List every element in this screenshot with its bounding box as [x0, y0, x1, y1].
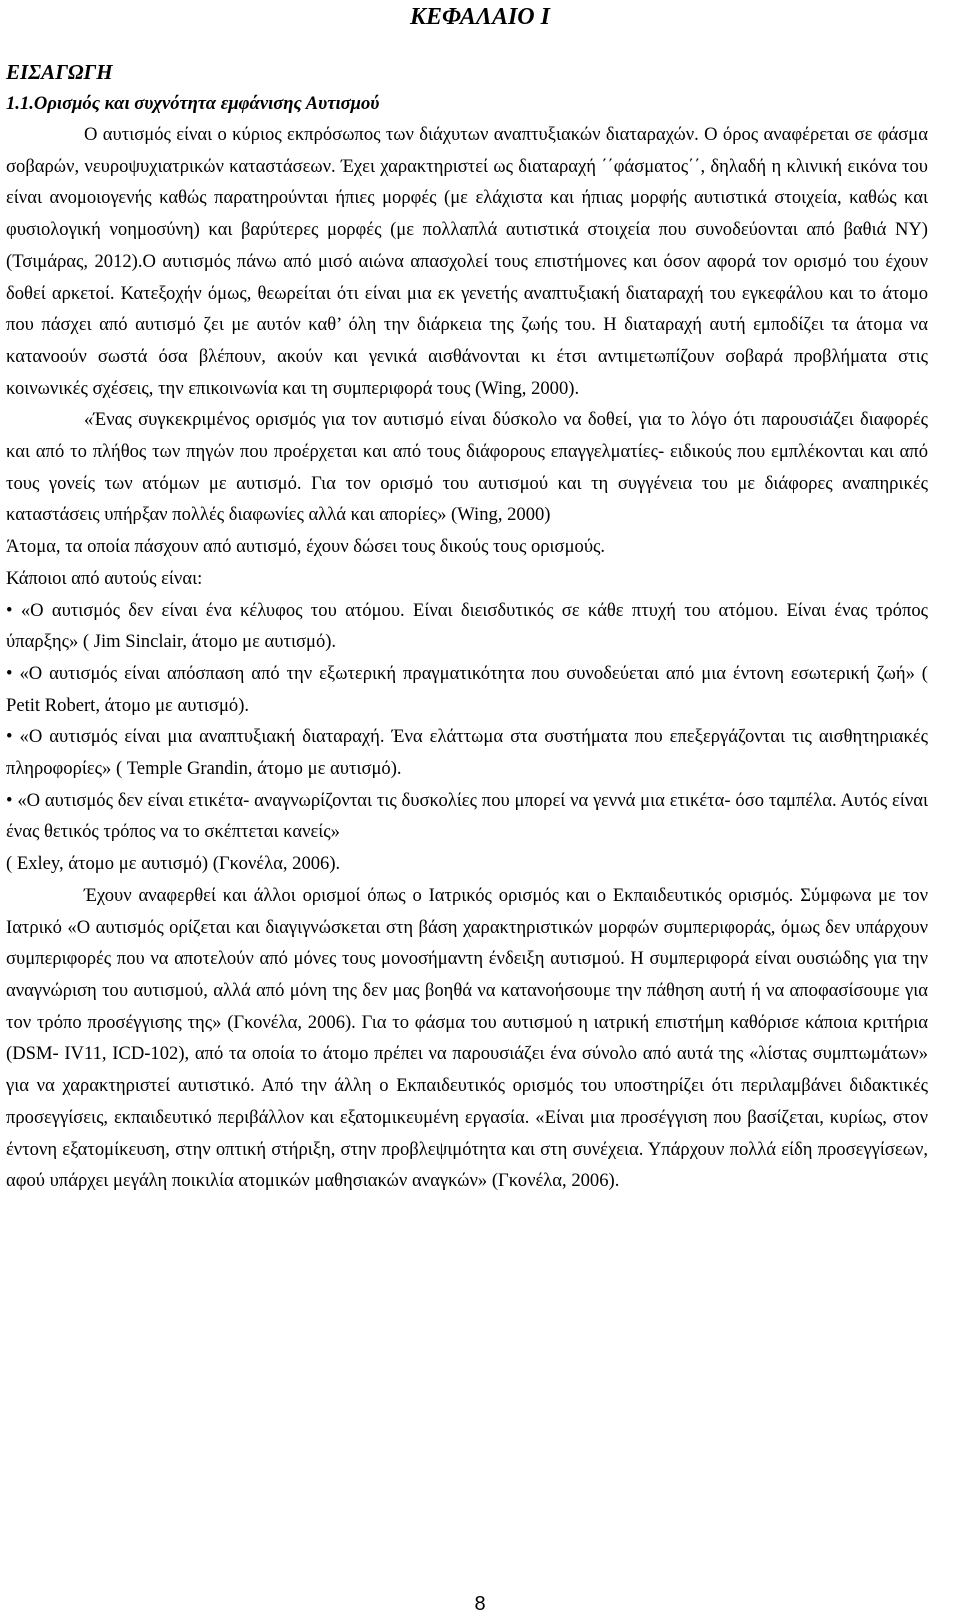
bullet-item: • «Ο αυτισμός δεν είναι ένα κέλυφος του ατόμου. Είναι διεισδυτικός σε κάθε πτυχή του ατόμου. Είναι ένας τρόπος ύπαρξης» ( Jim Sinclair, άτομο με αυτισμό). — [6, 595, 928, 658]
bullet-item: • «Ο αυτισμός δεν είναι ετικέτα- αναγνωρίζονται τις δυσκολίες που μπορεί να γεννά μια ετικέτα- όσο ταμπέλα. Αυτός είναι ένας θετικός τρόπος να το σκέπτεται κανείς» — [6, 785, 928, 848]
paragraph-quote: «Ένας συγκεκριμένος ορισμός για τον αυτισμό είναι δύσκολο να δοθεί, για το λόγο ότι παρουσιάζει διαφορές και από το πλήθος των πηγών που προέρχεται και από τους διάφορους επαγγελματίες- ειδικούς που εμπλέκονται και από τους γονείς των ατόμων με αυτισμό. Για τον ορισμό του αυτισμού και τη συγγένεια του με διάφορες αναπηρικές καταστάσεις υπήρξαν πολλές διαφωνίες αλλά και απορίες» (Wing, 2000) — [6, 409, 928, 526]
lead-in-line: Άτομα, τα οποία πάσχουν από αυτισμό, έχουν δώσει τους δικούς τους ορισμούς. — [6, 536, 606, 558]
intro-heading: ΕΙΣΑΓΩΓΗ — [6, 60, 113, 84]
bullet-item: • «Ο αυτισμός είναι μια αναπτυξιακή διαταραχή. Ένα ελάττωμα στα συστήματα που επεξεργάζονται τις αισθητηριακές πληροφορίες» ( Temple Grandin, άτομο με αυτισμό). — [6, 721, 928, 784]
lead-in-line: Κάποιοι από αυτούς είναι: — [6, 567, 203, 589]
paragraph-definition: Ο αυτισμός είναι ο κύριος εκπρόσωπος των διάχυτων αναπτυξιακών διαταραχών. Ο όρος αναφέρεται σε φάσμα σοβαρών, νευροψυχιατρικών καταστάσεων. Έχει χαρακτηριστεί ως διαταραχή ΄΄φάσματος΄΄, δηλαδή η κλινική εικόνα του είναι ανομοιογενής καθώς παρατηρούνται ήπιες μορφές (με ελάχιστα και ήπιας μορφής αυτιστικά στοιχεία, καθώς και φυσιολογική νοημοσύνη) και βαρύτερες μορφές (με πολλαπλά αυτιστικά στοιχεία που συνοδεύονται από βαθιά ΝΥ) (Τσιμάρας, 2012).Ο αυτισμός πάνω από μισό αιώνα απασχολεί τους επιστήμονες και όσον αφορά τον ορισμό του έχουν δοθεί αρκετοί. Κατεξοχήν όμως, θεωρείται ότι είναι μια εκ γενετής αναπτυξιακή διαταραχή του εγκεφάλου και το άτομο που πάσχει από αυτισμό ζει με αυτόν καθ’ όλη την διάρκεια της ζωής του. Η διαταραχή αυτή εμποδίζει τα άτομα να κατανοούν σωστά όσα βλέπουν, ακούν και γενικά αισθάνονται κι έτσι αντιμετωπίζουν σοβαρά προβλήματα στις κοινωνικές σχέσεις, την επικοινωνία και τη συμπεριφορά τους (Wing, 2000). — [6, 124, 928, 399]
section-heading: 1.1.Ορισμός και συχνότητα εμφάνισης Αυτισμού — [6, 93, 380, 114]
bullet-continuation: ( Exley, άτομο με αυτισμό) (Γκονέλα, 2006). — [6, 853, 341, 875]
paragraph-definitions: Έχουν αναφερθεί και άλλοι ορισμοί όπως ο Ιατρικός ορισμός και ο Εκπαιδευτικός ορισμός. Σύμφωνα με τον Ιατρικό «Ο αυτισμός ορίζεται και διαγιγνώσκεται στη βάση χαρακτηριστικών μορφών συμπεριφοράς, όμως δεν υπάρχουν συμπεριφορές που να αποτελούν από μόνες τους μονοσήμαντη ένδειξη αυτισμού. Η συμπεριφορά είναι ουσιώδης για την αναγνώριση του αυτισμού, αλλά από μόνη της δεν μας βοηθά να κατανοήσουμε την πάθηση αυτή ή να αποφασίσουμε για τον τρόπο προσέγγισης της» (Γκονέλα, 2006). Για το φάσμα του αυτισμού η ιατρική επιστήμη καθόρισε κάποια κριτήρια (DSM- IV11, ICD-102), από τα οποία το άτομο πρέπει να παρουσιάζει ένα σύνολο από αυτά της «λίστας συμπτωμάτων» για να χαρακτηριστεί αυτιστικό. Από την άλλη ο Εκπαιδευτικός ορισμός του υποστηρίζει ότι περιλαμβάνει διδακτικές προσεγγίσεις, εκπαιδευτικό περιβάλλον και εξατομικευμένη εργασία. «Είναι μια προσέγγιση που βασίζεται, κυρίως, στον έντονη εξατομίκευση, στην οπτική στήριξη, στην προβλεψιμότητα και στη συνέχεια. Υπάρχουν πολλά είδη προσεγγίσεων, αφού υπάρχει μεγάλη ποικιλία ατομικών μαθησιακών αναγκών» (Γκονέλα, 2006). — [6, 884, 928, 1192]
bullet-item: • «Ο αυτισμός είναι απόσπαση από την εξωτερική πραγματικότητα που συνοδεύεται από μια έντονη εσωτερική ζωή» ( Petit Robert, άτομο με αυτισμό). — [6, 658, 928, 721]
chapter-title: ΚΕΦΑΛΑΙΟ Ι — [410, 4, 550, 30]
page-body — [6, 54, 928, 1197]
page-number: 8 — [474, 1593, 486, 1615]
